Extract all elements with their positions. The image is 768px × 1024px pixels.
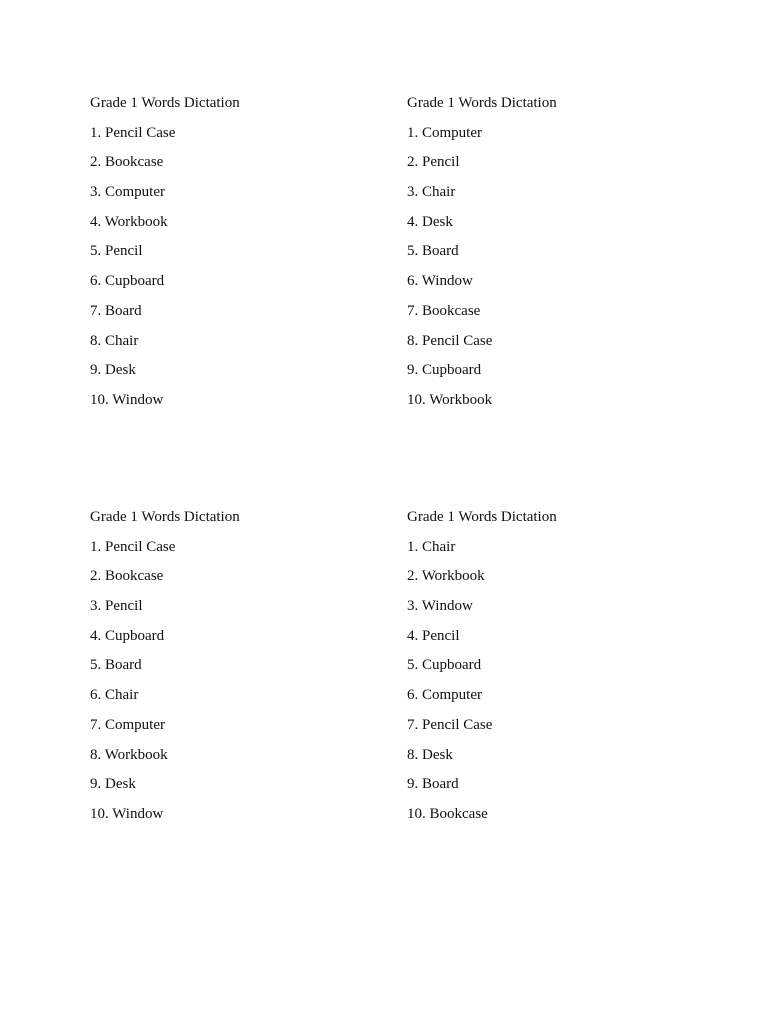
word-item: 10. Window xyxy=(90,805,164,822)
word-item: 9. Desk xyxy=(90,362,136,379)
dictation-sheet-bottom-right xyxy=(407,508,737,823)
word-item: 4. Workbook xyxy=(90,213,168,230)
word-list xyxy=(90,538,420,823)
dictation-sheet-top-left xyxy=(90,94,420,409)
word-item: 7. Pencil Case xyxy=(407,716,493,733)
word-item: 5. Cupboard xyxy=(407,657,482,674)
word-item: 4. Pencil xyxy=(407,627,460,644)
sheet-title: Grade 1 Words Dictation xyxy=(90,95,240,111)
word-item: 5. Board xyxy=(90,657,142,674)
word-item: 2. Bookcase xyxy=(90,154,164,171)
word-item: 8. Chair xyxy=(90,332,139,349)
word-item: 8. Workbook xyxy=(90,746,168,763)
word-item: 3. Window xyxy=(407,598,473,615)
word-item: 9. Desk xyxy=(90,776,136,793)
word-item: 2. Pencil xyxy=(407,154,460,171)
word-item: 3. Pencil xyxy=(90,598,143,615)
word-item: 6. Cupboard xyxy=(90,273,165,290)
sheet-title: Grade 1 Words Dictation xyxy=(90,509,240,525)
word-item: 4. Cupboard xyxy=(90,627,165,644)
word-item: 9. Cupboard xyxy=(407,362,482,379)
word-list xyxy=(407,124,737,409)
word-item: 5. Pencil xyxy=(90,243,143,260)
word-item: 3. Computer xyxy=(90,184,165,201)
sheet-title: Grade 1 Words Dictation xyxy=(407,95,557,111)
word-item: 1. Pencil Case xyxy=(90,124,176,141)
word-item: 10. Window xyxy=(90,391,164,408)
word-item: 1. Pencil Case xyxy=(90,538,176,555)
word-list xyxy=(407,538,737,823)
word-item: 1. Computer xyxy=(407,124,482,141)
word-item: 6. Window xyxy=(407,273,473,290)
word-item: 7. Computer xyxy=(90,716,165,733)
word-item: 2. Bookcase xyxy=(90,568,164,585)
word-item: 8. Desk xyxy=(407,746,453,763)
word-item: 9. Board xyxy=(407,776,459,793)
word-item: 2. Workbook xyxy=(407,568,485,585)
word-item: 7. Board xyxy=(90,302,142,319)
word-item: 8. Pencil Case xyxy=(407,332,493,349)
word-item: 3. Chair xyxy=(407,184,456,201)
word-list xyxy=(90,124,420,409)
word-item: 1. Chair xyxy=(407,538,456,555)
word-item: 4. Desk xyxy=(407,213,453,230)
word-item: 6. Chair xyxy=(90,687,139,704)
word-item: 10. Bookcase xyxy=(407,805,488,822)
dictation-sheet-top-right xyxy=(407,94,737,409)
dictation-sheet-bottom-left xyxy=(90,508,420,823)
word-item: 5. Board xyxy=(407,243,459,260)
word-item: 6. Computer xyxy=(407,687,482,704)
sheet-title: Grade 1 Words Dictation xyxy=(407,509,557,525)
word-item: 7. Bookcase xyxy=(407,302,481,319)
word-item: 10. Workbook xyxy=(407,391,493,408)
